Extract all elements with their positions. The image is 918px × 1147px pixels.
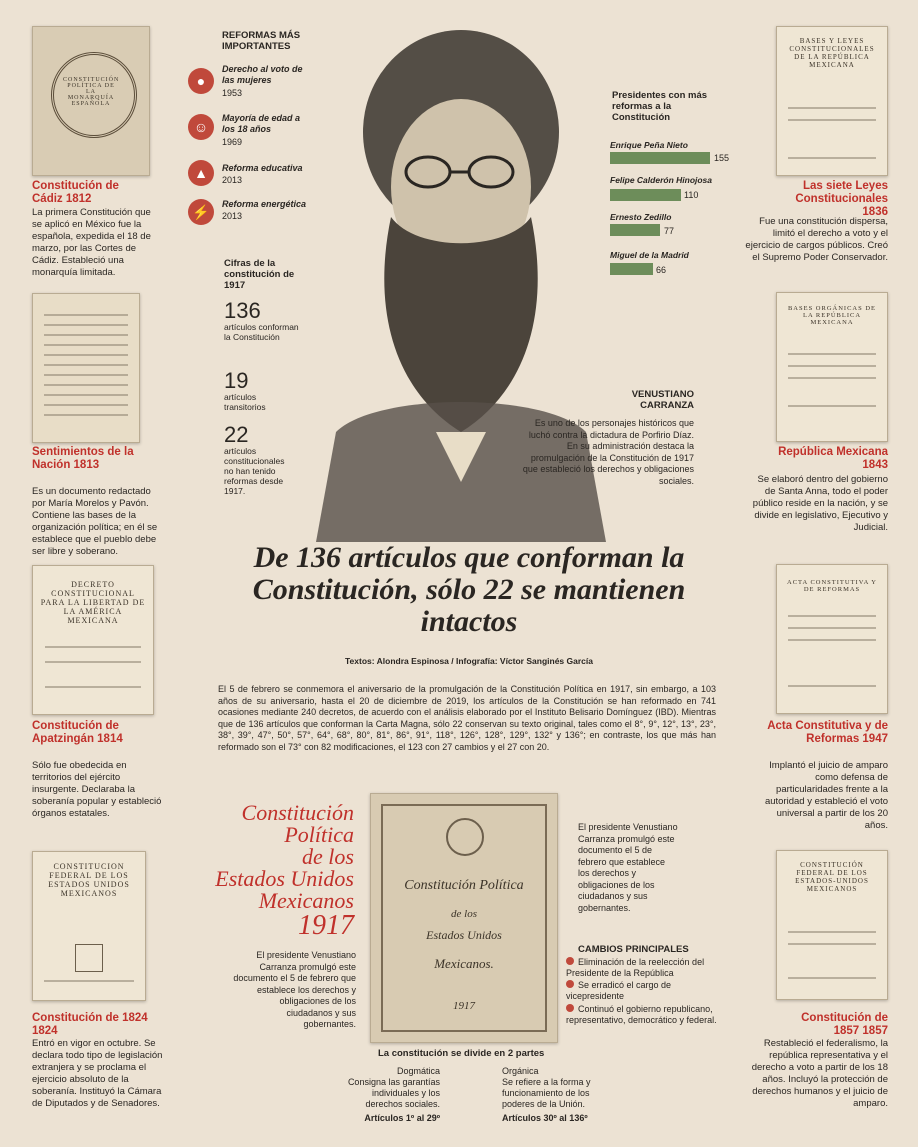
cadiz-document-image: CONSTITUCIÓN POLÍTICA DE LA MONARQUÍA ESPAÑOLA <box>32 26 150 176</box>
cadiz-text: La primera Constitución que se aplicó en México fue la española, expedida el 18 de marzo, por las Cortes de Cádiz. Estableció una monarquía limitada. <box>32 207 151 278</box>
bullet-icon <box>566 1004 574 1012</box>
president-value: 66 <box>656 265 667 275</box>
president-bar <box>610 152 710 164</box>
bullet-icon <box>566 980 574 988</box>
constitution-1824-title: Constitución de 1824 1824 <box>32 1012 148 1037</box>
president-value: 155 <box>714 153 730 163</box>
constitution-1857-title: Constitución de 1857 1857 <box>801 1012 888 1037</box>
intro-paragraph: El 5 de febrero se conmemora el aniversario de la promulgación de la Constitución Política en 1917, sin embargo, a 103 años de su aniversario, hasta el 20 de diciembre de 2019, los artículos de la Constitución se han reformado en 741 ocasiones mediante 240 decretos, de acuerdo con el análisis elaborado por el Instituto Belisario Domínguez (IBD). Mientras que de 136 artículos que conforman la Carta Magna, sólo 22 conservan su texto original, tales como el 8°, 9°, 12°, 13°, 23°, 38°, 39°, 47°, 50°, 57°, 64°, 68°, 80°, 81°, 86°, 91°, 118°, 126°, 128°, 129°, 132° y 136°; en contraste, los que más han reformado son el 73° con 82 modificaciones, el 123 con 27 cambios y el 27 con 20. <box>218 684 716 752</box>
sentimientos-document-image <box>32 293 140 443</box>
republica-mexicana-document-image: BASES ORGÁNICAS DE LA REPÚBLICA MEXICANA <box>776 292 888 442</box>
change-item: Continuó el gobierno republicano, representativo, democrático y federal. <box>566 1004 717 1025</box>
c1917-text-right: El presidente Venustiano Carranza promulgó este documento el 5 de febrero que establece los derechos y obligaciones de los ciudadanos y sus gobernantes. <box>578 822 678 913</box>
bullet-icon <box>566 957 574 965</box>
figure-number: 136 <box>224 298 261 323</box>
credits: Textos: Alondra Espinosa / Infografía: Víctor Sanginés García <box>345 656 593 666</box>
figure-label: artículos transitorios <box>224 392 266 412</box>
republica-mexicana-title: República Mexicana 1843 <box>778 446 888 471</box>
president-name: Ernesto Zedillo <box>610 212 672 222</box>
acta-constitutiva-title: Acta Constitutiva y de Reformas 1947 <box>767 720 888 745</box>
siete-leyes-document-image: BASES Y LEYES CONSTITUCIONALES DE LA REPÚBLICA MEXICANA <box>776 26 888 176</box>
siete-leyes-title: Las siete Leyes Constitucionales 1836 <box>795 180 888 218</box>
constitution-1857-text: Restableció el federalismo, la república representativa y el derecho a voto a partir de los 18 años. Incluyó la protección de derechos humanos y el juicio de amparo. <box>751 1038 888 1109</box>
carranza-text: Es uno de los personajes históricos que luchó contra la dictadura de Porfirio Díaz. En su administración destaca la promulgación de la Constitución de 1917 que estableció los derechos y obligaciones sociales. <box>522 418 694 486</box>
reform-name: Reforma energética <box>222 199 307 209</box>
woman-icon: ● <box>188 68 214 94</box>
part-organica: Orgánica Se refiere a la forma y funcionamiento de los poderes de la Unión. Artículos 30º al 136º <box>502 1066 591 1123</box>
siete-leyes-text: Fue una constitución dispersa, limitó el derecho a voto y el ejercicio de cargos públicos. Creó el Supremo Poder Conservador. <box>745 216 888 263</box>
constitution-1824-document-image: CONSTITUCION FEDERAL DE LOS ESTADOS UNIDOS MEXICANOS <box>32 851 146 1001</box>
figure-label: artículos constitucionales no han tenido reformas desde 1917. <box>224 446 285 496</box>
president-bar <box>610 189 681 201</box>
c1917-title: Constitución Política de los Estados Unidos Mexicanos 1917 <box>215 800 354 941</box>
cadiz-title: Constitución de Cádiz 1812 <box>32 180 119 205</box>
reform-year: 1969 <box>222 137 243 147</box>
figures-title: Cifras de la constitución de 1917 <box>224 258 295 291</box>
apatzingan-text: Sólo fue obedecida en territorios del ejército insurgente. Declaraba la soberanía popular y estableció órganos estatales. <box>32 760 162 819</box>
president-bar <box>610 224 660 236</box>
president-value: 77 <box>664 226 675 236</box>
reform-name: Mayoría de edad a los 18 años <box>222 113 301 134</box>
part-dogmatica: Dogmática Consigna las garantías individuales y los derechos sociales. Artículos 1º al 29º <box>347 1066 440 1123</box>
apatzingan-title: Constitución de Apatzingán 1814 <box>32 720 123 745</box>
parts-title: La constitución se divide en 2 partes <box>378 1048 545 1059</box>
carranza-name: VENUSTIANO CARRANZA <box>631 389 694 411</box>
figure-number: 19 <box>224 368 249 393</box>
president-value: 110 <box>684 190 699 200</box>
apatzingan-document-image: DECRETO CONSTITUCIONAL PARA LA LIBERTAD DE LA AMÉRICA MEXICANA <box>32 565 154 715</box>
constitution-1824-text: Entró en vigor en octubre. Se declara todo tipo de legislación extranjera y se proclama el ejercicio absoluto de la soberanía. Instituyó la Cámara de Diputados y de Senadores. <box>32 1038 163 1109</box>
presidents-title: Presidentes con más reformas a la Constitución <box>612 90 708 123</box>
president-name: Felipe Calderón Hinojosa <box>610 175 713 185</box>
sentimientos-text: Es un documento redactado por María Morelos y Pavón. Contiene las bases de la organización política; en él se establece que el pueblo debe ser libre y soberano. <box>32 486 158 557</box>
reform-year: 2013 <box>222 211 243 221</box>
reform-year: 2013 <box>222 175 243 185</box>
headline: De 136 artículos que conforman la Constitución, sólo 22 se mantienen intactos <box>252 541 686 638</box>
reforms-title: REFORMAS MÁS IMPORTANTES <box>222 30 301 52</box>
reform-name: Derecho al voto de las mujeres <box>222 64 303 85</box>
reform-year: 1953 <box>222 88 243 98</box>
constitution-1857-document-image: CONSTITUCIÓN FEDERAL DE LOS ESTADOS-UNIDOS MEXICANOS <box>776 850 888 1000</box>
young-person-icon: ☺ <box>188 114 214 140</box>
c1917-text-left: El presidente Venustiano Carranza promulgó este documento el 5 de febrero que establece los derechos y obligaciones de los ciudadanos y sus gobernantes. <box>233 950 356 1029</box>
change-item: Eliminación de la reelección del Presidente de la República <box>566 957 705 978</box>
sentimientos-title: Sentimientos de la Nación 1813 <box>32 446 134 471</box>
acta-constitutiva-text: Implantó el juicio de amparo como defensa de particularidades frente a la autoridad y estableció el voto universal a partir de los 20 años. <box>764 760 888 831</box>
republica-mexicana-text: Se elaboró dentro del gobierno de Santa Anna, todo el poder público reside en la nación, y se divide en legislativo, Ejecutivo y Judicial. <box>752 474 888 533</box>
change-item: Se erradicó el cargo de vicepresidente <box>566 980 672 1001</box>
acta-constitutiva-document-image: ACTA CONSTITUTIVA Y DE REFORMAS <box>776 564 888 714</box>
figure-number: 22 <box>224 422 249 447</box>
c1917-document-image: Constitución Política de los Estados Unidos Mexicanos. 1917 <box>370 793 558 1043</box>
changes-title: CAMBIOS PRINCIPALES <box>578 944 689 955</box>
lightning-icon: ⚡ <box>188 199 214 225</box>
president-name: Miguel de la Madrid <box>610 250 689 260</box>
figure-label: artículos conforman la Constitución <box>224 322 299 342</box>
graduation-cap-icon: ▲ <box>188 160 214 186</box>
president-name: Enrique Peña Nieto <box>610 140 688 150</box>
reform-name: Reforma educativa <box>222 163 303 173</box>
president-bar <box>610 263 653 275</box>
